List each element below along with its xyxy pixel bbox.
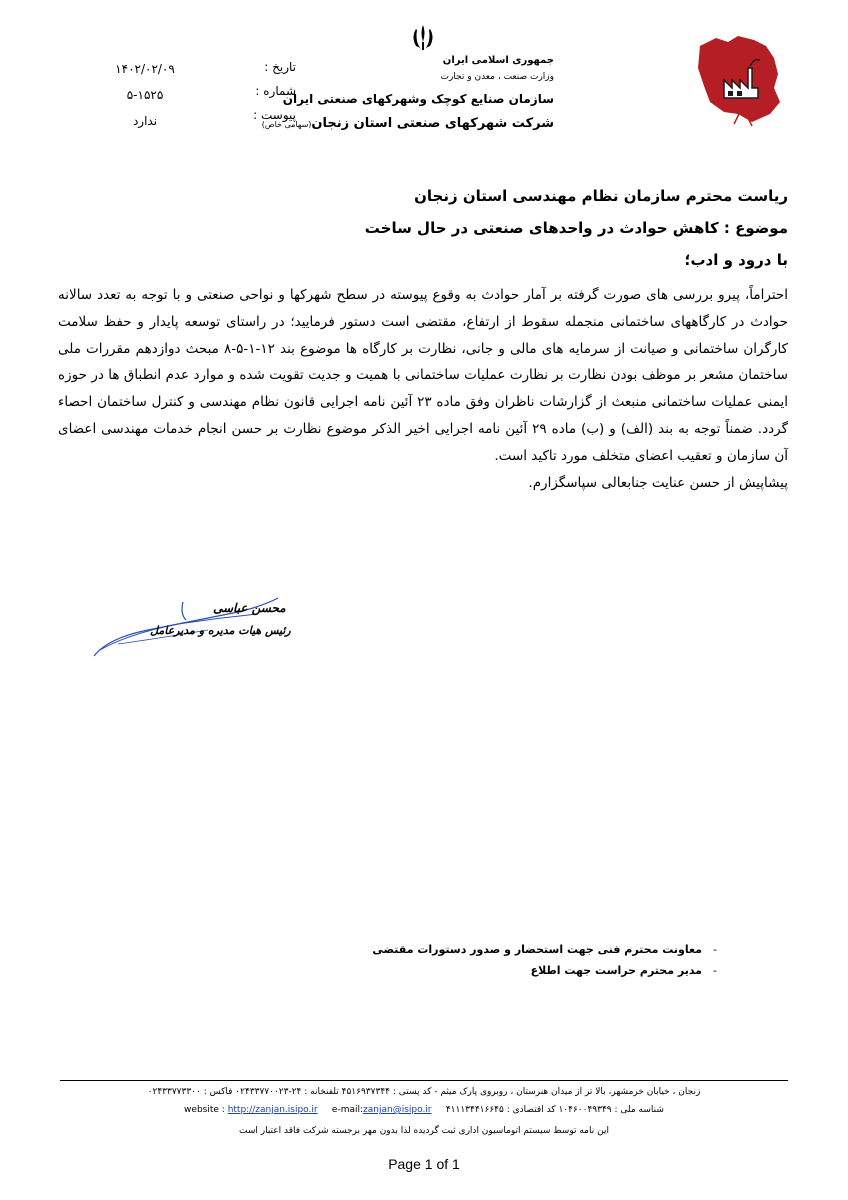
number-label: شماره : <box>255 84 296 98</box>
subject: موضوع : کاهش حوادث در واحدهای صنعتی در حال ساخت <box>364 219 788 237</box>
attachment-value: ندارد <box>132 114 158 128</box>
cc-item: -مدیر محترم حراست جهت اطلاع <box>530 964 717 977</box>
header-country: جمهوری اسلامی ایران <box>442 55 554 66</box>
page-number: Page 1 of 1 <box>388 1156 460 1172</box>
header-company <box>262 116 554 131</box>
recipient: ریاست محترم سازمان نظام مهندسی استان زنجان <box>414 187 788 205</box>
footer-contact <box>60 1105 788 1115</box>
cc-item-text: مدیر محترم حراست جهت اطلاع <box>530 964 702 977</box>
cc-item-text: معاونت محترم فنی جهت استحضار و صدور دستورات مقتضی <box>372 943 702 956</box>
header-company-suffix: (سهامی خاص) <box>261 120 312 129</box>
email-label: e-mail: <box>331 1105 364 1115</box>
website-link[interactable]: http://zanjan.isipo.ir <box>227 1105 318 1115</box>
header-organization: سازمان صنایع کوچک وشهرکهای صنعتی ایران <box>282 92 554 106</box>
closing-line: پیشاپیش از حسن عنایت جنابعالی سپاسگزارم. <box>528 474 788 491</box>
iran-emblem-icon <box>407 22 439 54</box>
company-logo <box>694 28 784 128</box>
header-ministry: وزارت صنعت ، معدن و تجارت <box>440 72 554 82</box>
footer-address: زنجان ، خیابان خرمشهر، بالا تر از میدان هنرستان ، روبروی پارک میثم - کد پستی : ۴۵۱۶۹۳۷۳۴۴ تلفنخانه : ۲۴-۰۲۴۳۳۷۷۰۰۲۳ فاکس : ۰۲۴۳۳۷۷۳۳۰۰ <box>147 1087 701 1097</box>
website-label: website : <box>184 1105 225 1115</box>
footer-divider <box>60 1080 788 1081</box>
date-value: ۱۴۰۲/۰۲/۰۹ <box>115 62 175 76</box>
signatory-name: محسن عباسی <box>213 601 286 615</box>
footer-notice: این نامه توسط سیستم اتوماسیون اداری ثبت گردیده لذا بدون مهر برجسته شرکت فاقد اعتبار است <box>239 1126 609 1136</box>
attachment-label: پیوست : <box>253 108 296 122</box>
cc-item: -معاونت محترم فنی جهت استحضار و صدور دستورات مقتضی <box>372 943 717 956</box>
date-label: تاریخ : <box>264 60 296 74</box>
header-company-name: شرکت شهرکهای صنعتی استان زنجان <box>311 116 554 131</box>
signatory-title: رئیس هیات مدیره و مدیرعامل <box>150 624 291 637</box>
footer-ids: شناسه ملی : ۱۰۴۶۰۰۴۹۳۴۹ کد اقتصادی : ۴۱۱۱۳۴۴۱۶۶۴۵ <box>445 1105 664 1115</box>
greeting: با درود و ادب؛ <box>684 251 788 269</box>
body-paragraph: احتراماً، پیرو بررسی های صورت گرفته بر آمار حوادث به وقوع پیوسته در سطح شهرکها و نواحی صنعتی و با توجه به تعدد سالانه حوادث در کارگاههای ساختمانی منجمله سقوط از ارتفاع، مقتضی است دستور فرمایید؛ در راستای توسعه پایدار و حفظ سلامت کارگران ساختمانی و صیانت از سرمایه های مالی و جانی، نظارت بر کارگاه ها موضوع بند ۱۲-۱-۵-۸ مبحث دوازدهم مقررات ملی ساختمان مشعر بر موظف بودن نظارت بر نظارت عملیات ساختمانی با همیت و جدیت تقویت شده و موارد عدم انطباق ها در حوزه ایمنی عملیات ساختمانی منبعث از گزارشات ناظران وفق ماده ۲۳ آئین نامه اجرایی قانون نظام مهندسی و کنترل ساختمان احصاء گردد. ضمناً توجه به بند (الف) و (ب) ماده ۲۹ آئین نامه اجرایی اخیر الذکر موضوع نظارت بر حسن انجام خدمات مهندسی اعضای آن سازمان و تعقیب اعضای متخلف مورد تاکید است. <box>58 287 789 464</box>
email-link[interactable]: zanjan@isipo.ir <box>363 1105 432 1115</box>
number-value: ۵-۱۵۲۵ <box>126 88 164 102</box>
letter-body <box>58 282 788 496</box>
